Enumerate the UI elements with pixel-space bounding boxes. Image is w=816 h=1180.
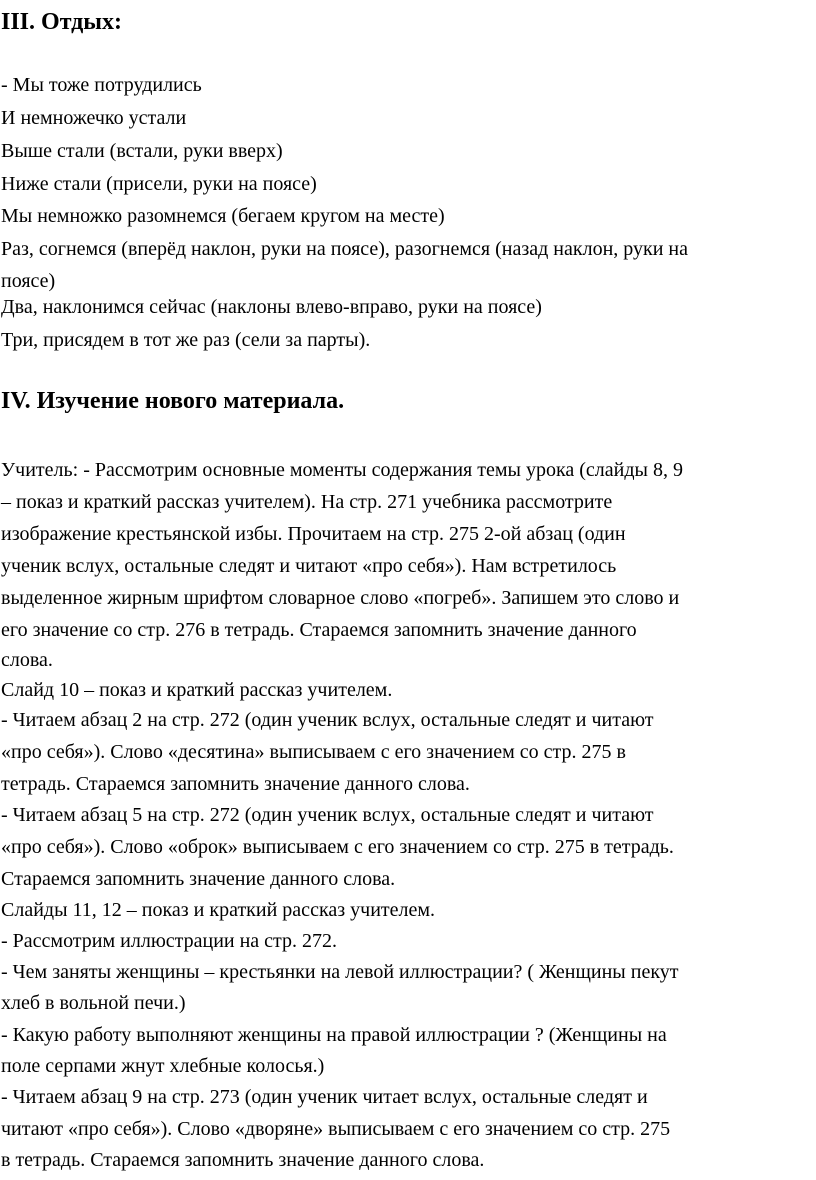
text-line: - Читаем абзац 5 на стр. 272 (один ученик вслух, остальные следят и читают <box>1 804 654 826</box>
text-line: Слайд 10 – показ и краткий рассказ учителем. <box>1 679 393 701</box>
text-line: Слайды 11, 12 – показ и краткий рассказ учителем. <box>1 899 436 921</box>
text-line: тетрадь. Стараемся запомнить значение данного слова. <box>1 773 470 795</box>
text-line: Раз, согнемся (вперёд наклон, руки на поясе), разогнемся (назад наклон, руки на <box>1 238 689 260</box>
text-line: слова. <box>1 649 53 671</box>
text-line: - Мы тоже потрудились <box>1 74 202 96</box>
text-line: Три, присядем в тот же раз (сели за парты). <box>1 329 371 351</box>
text-line: читают «про себя»). Слово «дворяне» выписываем с его значением со стр. 275 <box>1 1118 671 1140</box>
text-line: «про себя»). Слово «десятина» выписываем с его значением со стр. 275 в <box>1 741 626 763</box>
text-line: Выше стали (встали, руки вверх) <box>1 140 283 162</box>
text-line: И немножечко устали <box>1 107 187 129</box>
text-line: - Рассмотрим иллюстрации на стр. 272. <box>1 930 338 952</box>
text-line: Учитель: - Рассмотрим основные моменты содержания темы урока (слайды 8, 9 <box>1 459 683 481</box>
text-line: хлеб в вольной печи.) <box>1 992 186 1014</box>
text-line: Мы немножко разомнемся (бегаем кругом на месте) <box>1 205 445 227</box>
text-line: - Какую работу выполняют женщины на правой иллюстрации ? (Женщины на <box>1 1024 667 1046</box>
text-line: - Чем заняты женщины – крестьянки на левой иллюстрации? ( Женщины пекут <box>1 961 679 983</box>
text-line: ученик вслух, остальные следят и читают «про себя»). Нам встретилось <box>1 555 617 577</box>
text-line: изображение крестьянской избы. Прочитаем на стр. 275 2-ой абзац (один <box>1 523 626 545</box>
text-line: в тетрадь. Стараемся запомнить значение данного слова. <box>1 1149 485 1171</box>
text-line: Ниже стали (присели, руки на поясе) <box>1 173 317 195</box>
section-4-heading: IV. Изучение нового материала. <box>1 388 345 414</box>
text-line: поле серпами жнут хлебные колосья.) <box>1 1055 325 1077</box>
section-3-heading: III. Отдых: <box>1 9 123 35</box>
text-line: – показ и краткий рассказ учителем). На стр. 271 учебника рассмотрите <box>1 491 613 513</box>
text-line: выделенное жирным шрифтом словарное слово «погреб». Запишем это слово и <box>1 587 680 609</box>
text-line: Стараемся запомнить значение данного слова. <box>1 868 396 890</box>
text-line: - Читаем абзац 2 на стр. 272 (один ученик вслух, остальные следят и читают <box>1 709 654 731</box>
text-line: поясе) <box>1 270 56 292</box>
text-line: его значение со стр. 276 в тетрадь. Стараемся запомнить значение данного <box>1 619 637 641</box>
text-line: - Читаем абзац 9 на стр. 273 (один ученик читает вслух, остальные следят и <box>1 1086 648 1108</box>
text-line: Два, наклонимся сейчас (наклоны влево-вправо, руки на поясе) <box>1 296 542 318</box>
text-line: «про себя»). Слово «оброк» выписываем с его значением со стр. 275 в тетрадь. <box>1 836 674 858</box>
